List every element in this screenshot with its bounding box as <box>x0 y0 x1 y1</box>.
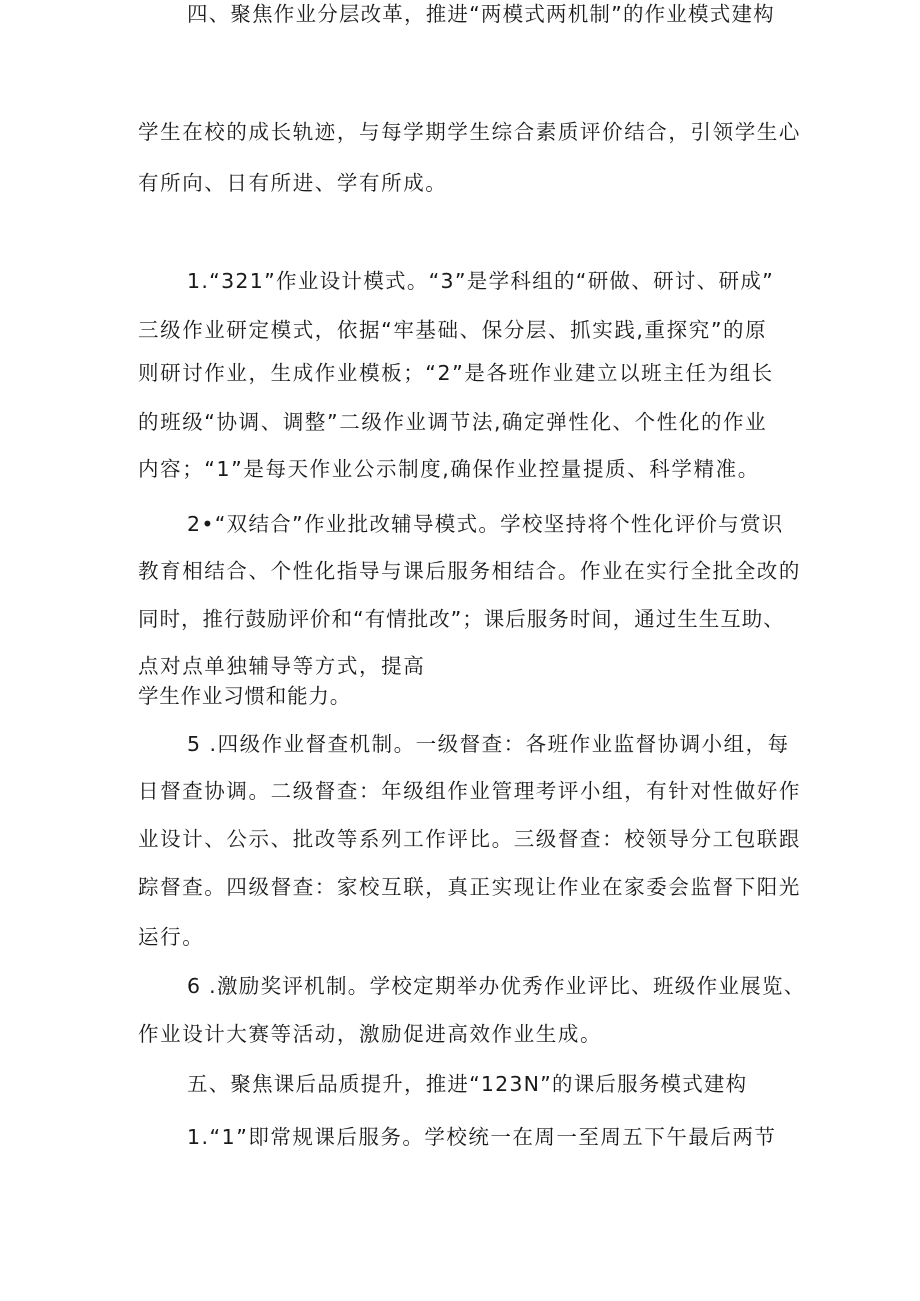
text-line: 则研讨作业，生成作业模板；“2”是各班作业建立以班主任为组长 <box>138 361 774 385</box>
text-line: 三级作业研定模式，依据“牢基础、保分层、抓实践,重探究”的原 <box>138 318 768 342</box>
text-line: 学生作业习惯和能力。 <box>138 684 351 708</box>
text-line: 日督查协调。二级督查：年级组作业管理考评小组，有针对性做好作 <box>138 779 801 803</box>
text-line: 踪督查。四级督查：家校互联，真正实现让作业在家委会监督下阳光 <box>138 875 801 899</box>
text-line: 教育相结合、个性化指导与课后服务相结合。作业在实行全批全改的 <box>138 559 801 583</box>
section-heading: 五、聚焦课后品质提升，推进“123N”的课后服务模式建构 <box>187 1072 748 1096</box>
section-heading: 四、聚焦作业分层改革，推进“两模式两机制”的作业模式建构 <box>187 2 775 26</box>
text-line: 学生在校的成长轨迹，与每学期学生综合素质评价结合，引领学生心 <box>138 120 801 144</box>
text-line: 内容；“1”是每天作业公示制度,确保作业控量提质、科学精准。 <box>138 457 760 481</box>
text-line: 1.“321”作业设计模式。“3”是学科组的“研做、研讨、研成” <box>187 269 775 293</box>
text-line: 有所向、日有所进、学有所成。 <box>138 171 448 195</box>
text-line: 业设计、公示、批改等系列工作评比。三级督查：校领导分工包联跟 <box>138 827 801 851</box>
text-line: 6 .激励奖评机制。学校定期举办优秀作业评比、班级作业展览、 <box>187 974 806 998</box>
text-line: 同时，推行鼓励评价和“有情批改”；课后服务时间，通过生生互助、 <box>138 607 785 631</box>
text-line: 的班级“协调、调整”二级作业调节法,确定弹性化、个性化的作业 <box>138 410 768 434</box>
text-line: 点对点单独辅导等方式，提高 <box>138 654 426 678</box>
text-line: 运行。 <box>138 925 205 949</box>
text-line: 1.“1”即常规课后服务。学校统一在周一至周五下午最后两节 <box>187 1125 777 1149</box>
text-line: 2•“双结合”作业批改辅导模式。学校坚持将个性化评价与赏识 <box>187 512 784 536</box>
text-line: 作业设计大赛等活动，激励促进高效作业生成。 <box>138 1022 603 1046</box>
text-line: 5 .四级作业督查机制。一级督查：各班作业监督协调小组，每 <box>187 732 790 756</box>
